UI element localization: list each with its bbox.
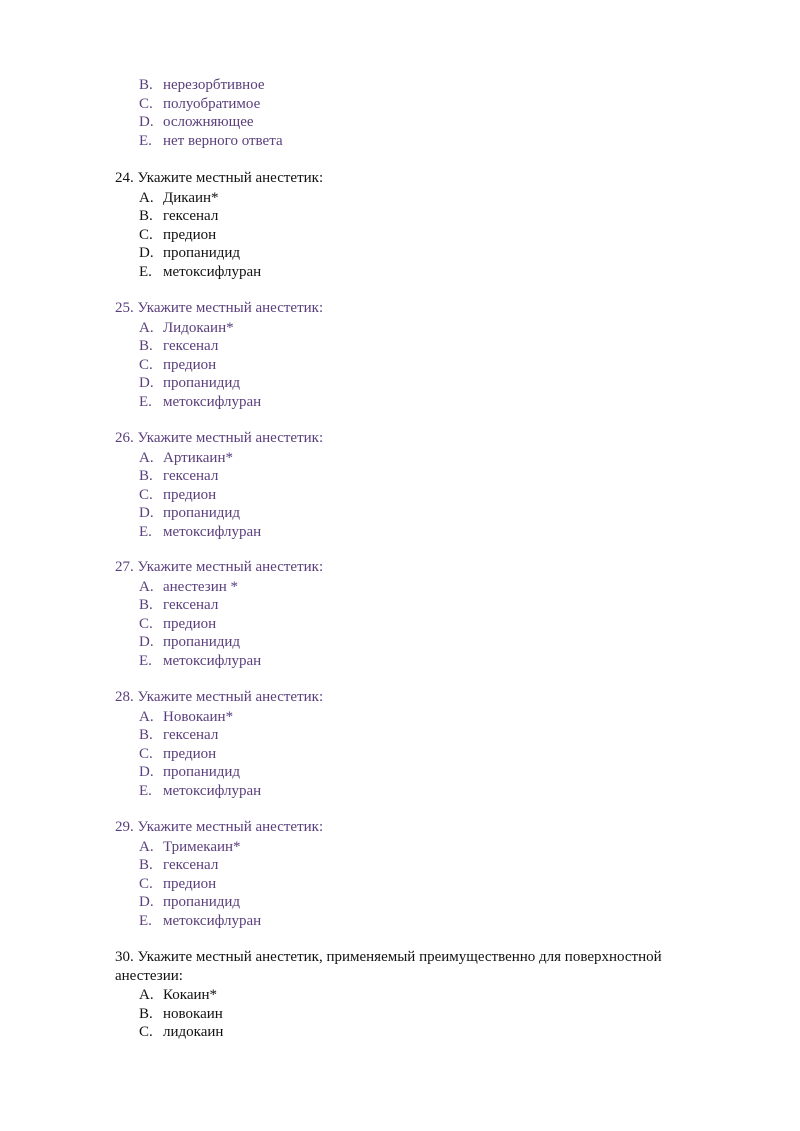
option-letter: E. — [139, 523, 152, 540]
question-number: 25. — [115, 300, 134, 316]
option-letter: C. — [139, 95, 153, 112]
option-d — [139, 763, 715, 782]
option-letter: E. — [139, 652, 152, 669]
question-26 — [115, 429, 715, 542]
option-c — [139, 226, 715, 245]
option-e — [139, 912, 715, 931]
option-text: пропанидид — [163, 634, 241, 651]
option-text: осложняющее — [163, 114, 254, 131]
option-text: гексенал — [163, 468, 219, 485]
option-letter: A. — [139, 987, 154, 1004]
question-stem: Укажите местный анестетик, применяемый преимущественно для поверхностной анестезии: — [115, 949, 662, 984]
option-letter: A. — [139, 189, 154, 206]
option-text: предион — [163, 615, 217, 632]
option-letter: D. — [139, 114, 154, 131]
question-28 — [115, 688, 715, 801]
option-text: пропанидид — [163, 375, 241, 392]
option-text: гексенал — [163, 338, 219, 355]
question-29 — [115, 818, 715, 931]
question-text — [115, 948, 710, 985]
option-c — [139, 875, 715, 894]
question-27 — [115, 558, 715, 671]
option-text: гексенал — [163, 857, 219, 874]
option-text: метоксифлуран — [163, 782, 262, 799]
option-list — [115, 189, 715, 282]
option-c — [139, 95, 715, 114]
option-d — [139, 374, 715, 393]
option-b — [139, 856, 715, 875]
option-letter: C. — [139, 745, 153, 762]
option-letter: D. — [139, 894, 154, 911]
option-text: предион — [163, 226, 217, 243]
option-text: метоксифлуран — [163, 393, 262, 410]
option-e — [139, 393, 715, 412]
option-letter: A. — [139, 449, 154, 466]
question-stem: Укажите местный анестетик: — [137, 559, 324, 575]
option-letter: B. — [139, 338, 153, 355]
option-list — [115, 319, 715, 412]
question-stem: Укажите местный анестетик: — [137, 300, 324, 316]
option-text: Лидокаин* — [163, 319, 234, 336]
option-list — [115, 578, 715, 671]
question-number: 28. — [115, 689, 134, 705]
option-letter: B. — [139, 77, 153, 93]
option-letter: C. — [139, 226, 153, 243]
option-letter: A. — [139, 708, 154, 725]
option-list — [115, 838, 715, 931]
option-text: предион — [163, 486, 217, 503]
question-24 — [115, 169, 715, 282]
option-b — [139, 1005, 710, 1024]
option-e — [139, 782, 715, 801]
option-c — [139, 486, 715, 505]
option-list — [115, 76, 715, 150]
option-b — [139, 207, 715, 226]
option-a — [139, 986, 710, 1005]
option-letter: A. — [139, 319, 154, 336]
question-stem: Укажите местный анестетик: — [137, 689, 324, 705]
option-letter: C. — [139, 875, 153, 892]
option-text: метоксифлуран — [163, 912, 262, 929]
option-a — [139, 189, 715, 208]
question-text — [115, 299, 715, 318]
question-number: 30. — [115, 949, 134, 965]
option-letter: B. — [139, 857, 153, 874]
option-text: Дикаин* — [163, 189, 219, 206]
option-letter: D. — [139, 634, 154, 651]
option-text: пропанидид — [163, 764, 241, 781]
option-b — [139, 596, 715, 615]
option-text: предион — [163, 875, 217, 892]
option-letter: E. — [139, 263, 152, 280]
option-d — [139, 633, 715, 652]
option-letter: D. — [139, 505, 154, 522]
question-23-continuation — [115, 76, 715, 150]
question-number: 29. — [115, 819, 134, 835]
question-25 — [115, 299, 715, 412]
option-text: гексенал — [163, 727, 219, 744]
option-b — [139, 337, 715, 356]
option-d — [139, 893, 715, 912]
option-letter: C. — [139, 1024, 153, 1041]
option-c — [139, 356, 715, 375]
option-a — [139, 449, 715, 468]
question-number: 27. — [115, 559, 134, 575]
option-letter: E. — [139, 132, 152, 149]
option-letter: B. — [139, 1005, 153, 1022]
question-number: 24. — [115, 170, 134, 186]
option-b — [139, 467, 715, 486]
option-text: анестезин * — [163, 578, 238, 595]
option-text: нерезорбтивное — [163, 77, 265, 93]
option-text: пропанидид — [163, 894, 241, 911]
option-letter: D. — [139, 245, 154, 262]
option-e — [139, 132, 715, 151]
option-c — [139, 745, 715, 764]
option-text: лидокаин — [163, 1024, 224, 1041]
option-letter: E. — [139, 393, 152, 410]
question-stem: Укажите местный анестетик: — [137, 430, 324, 446]
option-letter: D. — [139, 764, 154, 781]
option-letter: E. — [139, 782, 152, 799]
option-text: метоксифлуран — [163, 652, 262, 669]
option-letter: B. — [139, 727, 153, 744]
option-d — [139, 244, 715, 263]
option-text: предион — [163, 745, 217, 762]
option-text: Тримекаин* — [163, 838, 241, 855]
option-letter: C. — [139, 486, 153, 503]
option-text: Новокаин* — [163, 708, 234, 725]
question-text — [115, 818, 715, 837]
option-d — [139, 113, 715, 132]
option-letter: C. — [139, 356, 153, 373]
option-e — [139, 523, 715, 542]
option-text: новокаин — [163, 1005, 223, 1022]
option-b — [139, 726, 715, 745]
option-a — [139, 838, 715, 857]
option-c — [139, 615, 715, 634]
option-e — [139, 652, 715, 671]
option-text: Кокаин* — [163, 987, 218, 1004]
option-text: пропанидид — [163, 245, 241, 262]
option-text: гексенал — [163, 208, 219, 225]
question-number: 26. — [115, 430, 134, 446]
option-e — [139, 263, 715, 282]
question-30 — [115, 948, 710, 1042]
question-text — [115, 169, 715, 188]
option-letter: D. — [139, 375, 154, 392]
option-letter: B. — [139, 468, 153, 485]
question-text — [115, 558, 715, 577]
option-a — [139, 708, 715, 727]
option-letter: A. — [139, 838, 154, 855]
option-letter: A. — [139, 578, 154, 595]
option-d — [139, 504, 715, 523]
option-text: Артикаин* — [163, 449, 233, 466]
option-text: полуобратимое — [163, 95, 261, 112]
option-b — [139, 76, 715, 95]
option-list — [115, 986, 710, 1042]
option-list — [115, 708, 715, 801]
question-stem: Укажите местный анестетик: — [137, 170, 324, 186]
question-stem: Укажите местный анестетик: — [137, 819, 324, 835]
option-a — [139, 319, 715, 338]
option-text: нет верного ответа — [163, 132, 283, 149]
option-letter: B. — [139, 208, 153, 225]
option-a — [139, 578, 715, 597]
question-text — [115, 688, 715, 707]
question-text — [115, 429, 715, 448]
option-list — [115, 449, 715, 542]
option-c — [139, 1023, 710, 1042]
option-letter: E. — [139, 912, 152, 929]
option-letter: C. — [139, 615, 153, 632]
option-letter: B. — [139, 597, 153, 614]
option-text: гексенал — [163, 597, 219, 614]
option-text: пропанидид — [163, 505, 241, 522]
option-text: метоксифлуран — [163, 523, 262, 540]
option-text: предион — [163, 356, 217, 373]
option-text: метоксифлуран — [163, 263, 262, 280]
